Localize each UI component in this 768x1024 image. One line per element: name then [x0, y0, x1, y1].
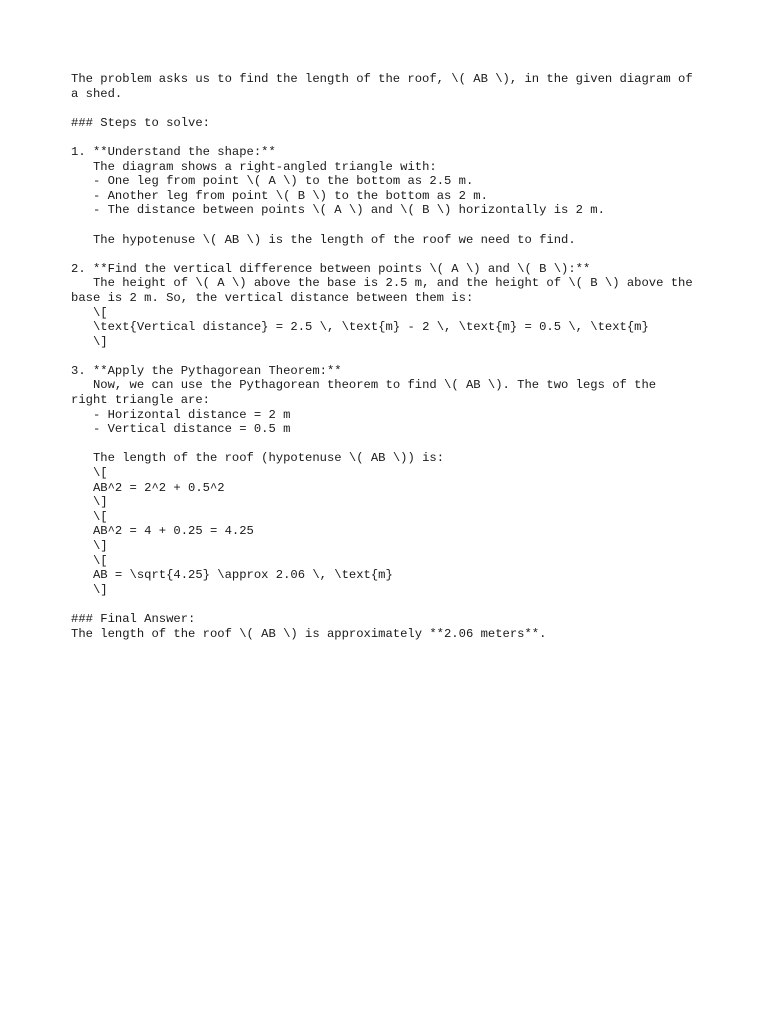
document-page: [71, 72, 696, 641]
document-text: The problem asks us to find the length of the roof, \( AB \), in the given diagram of a shed. ### Steps to solve: 1. **Understand the shape:** The diagram shows a right-angled triangle with: - One leg from point \( A \) to the bottom as 2.5 m. - Another leg from point \( B \) to the bottom as 2 m. - The distance between points \( A \) and \( B \) horizontally is 2 m. The hypotenuse \( AB \) is the length of the roof we need to find. 2. **Find the vertical difference between points \( A \) and \( B \):** The height of \( A \) above the base is 2.5 m, and the height of \( B \) above the base is 2 m. So, the vertical distance between them is: \[ \text{Vertical distance} = 2.5 \, \text{m} - 2 \, \text{m} = 0.5 \, \text{m} \] 3. **Apply the Pythagorean Theorem:** Now, we can use the Pythagorean theorem to find \( AB \). The two legs of the right triangle are: - Horizontal distance = 2 m - Vertical distance = 0.5 m The length of the roof (hypotenuse \( AB \)) is: \[ AB^2 = 2^2 + 0.5^2 \] \[ AB^2 = 4 + 0.25 = 4.25 \] \[ AB = \sqrt{4.25} \approx 2.06 \, \text{m} \] ### Final Answer: The length of the roof \( AB \) is approximately **2.06 meters**.: [71, 72, 693, 641]
